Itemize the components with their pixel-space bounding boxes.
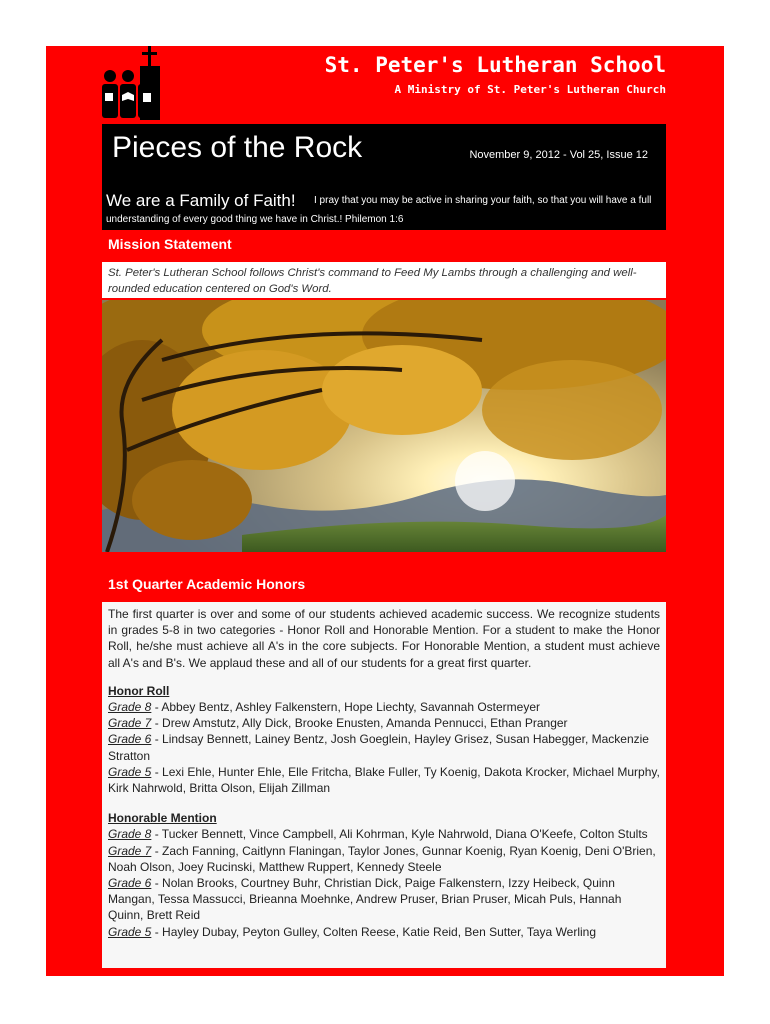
list-item	[108, 924, 660, 940]
student-names: - Lexi Ehle, Hunter Ehle, Elle Fritcha, Blake Fuller, Ty Koenig, Dakota Krocker, Michael Murphy, Kirk Nahrwold, Britta Olson, Elijah Zillman	[108, 764, 660, 796]
honor-roll-list	[108, 683, 660, 796]
issue-date: November 9, 2012 - Vol 25, Issue 12	[469, 149, 648, 161]
grade-label: Grade 7	[108, 843, 152, 858]
list-item	[108, 715, 660, 731]
mission-heading: Mission Statement	[108, 236, 232, 252]
student-names: - Drew Amstutz, Ally Dick, Brooke Enusten, Amanda Pennucci, Ethan Pranger	[151, 716, 568, 731]
student-names: - Abbey Bentz, Ashley Falkenstern, Hope Liechty, Savannah Ostermeyer	[151, 700, 541, 715]
newsletter-title: Pieces of the Rock	[112, 131, 363, 164]
honorable-mention-title: Honorable Mention	[108, 811, 217, 826]
student-names: - Zach Fanning, Caitlynn Flaningan, Taylor Jones, Gunnar Koenig, Ryan Koenig, Deni O'Brien, Noah Olson, Joey Rucinski, Matthew Ruppert, Kennedy Steele	[108, 843, 656, 874]
list-item	[108, 826, 660, 842]
honors-heading: 1st Quarter Academic Honors	[108, 576, 306, 592]
ministry-subtitle: A Ministry of St. Peter's Lutheran Church	[394, 83, 666, 96]
student-names: - Hayley Dubay, Peyton Gulley, Colten Reese, Katie Reid, Ben Sutter, Taya Werling	[151, 924, 597, 939]
grade-label: Grade 6	[108, 732, 152, 747]
honors-content	[102, 602, 666, 968]
faith-heading: We are a Family of Faith!	[106, 191, 296, 210]
honorable-mention-list	[108, 810, 660, 940]
honors-intro: The first quarter is over and some of our students achieved academic success. We recognize students in grades 5-8 in two categories - Honor Roll and Honorable Mention. For a student to make the Honor Roll, he/she must achieve all A's in the core subjects. For Honorable Mention, a student must achieve all A's and B's. We applaud these and all of our students for a great first quarter.	[108, 607, 660, 670]
church-children-logo-icon	[100, 46, 170, 124]
list-item	[108, 764, 660, 796]
student-names: - Tucker Bennett, Vince Campbell, Ali Kohrman, Kyle Nahrwold, Diana O'Keefe, Colton Stults	[151, 827, 648, 842]
masthead	[102, 124, 666, 230]
list-item	[108, 843, 660, 875]
student-names: - Nolan Brooks, Courtney Buhr, Christian Dick, Paige Falkenstern, Izzy Heibeck, Quinn Mangan, Tessa Massucci, Brieanna Moehnke, Andrew Pruser, Brian Pruser, Micah Puls, Hannah Quinn, Brett Reid	[108, 876, 622, 923]
honor-roll-title: Honor Roll	[108, 683, 170, 698]
grade-label: Grade 8	[108, 827, 152, 842]
verse-line-2: understanding of every good thing we have in Christ.! Philemon 1:6	[106, 214, 404, 225]
grade-label: Grade 6	[108, 876, 152, 891]
list-item	[108, 699, 660, 715]
list-item	[108, 875, 660, 924]
student-names: - Lindsay Bennett, Lainey Bentz, Josh Goeglein, Hayley Grisez, Susan Habegger, Mackenzie Stratton	[108, 732, 649, 763]
school-name: St. Peter's Lutheran School	[324, 53, 666, 77]
grade-label: Grade 8	[108, 700, 152, 715]
grade-label: Grade 5	[108, 764, 152, 779]
verse-line-1: I pray that you may be active in sharing your faith, so that you will have a full	[314, 195, 652, 206]
grade-label: Grade 5	[108, 924, 152, 939]
newsletter-page	[46, 46, 724, 976]
grade-label: Grade 7	[108, 716, 152, 731]
autumn-tree-sunrise-photo	[102, 300, 666, 552]
mission-text: St. Peter's Lutheran School follows Christ's command to Feed My Lambs through a challenging and well-rounded education centered on God's Word.	[102, 262, 666, 298]
list-item	[108, 731, 660, 763]
